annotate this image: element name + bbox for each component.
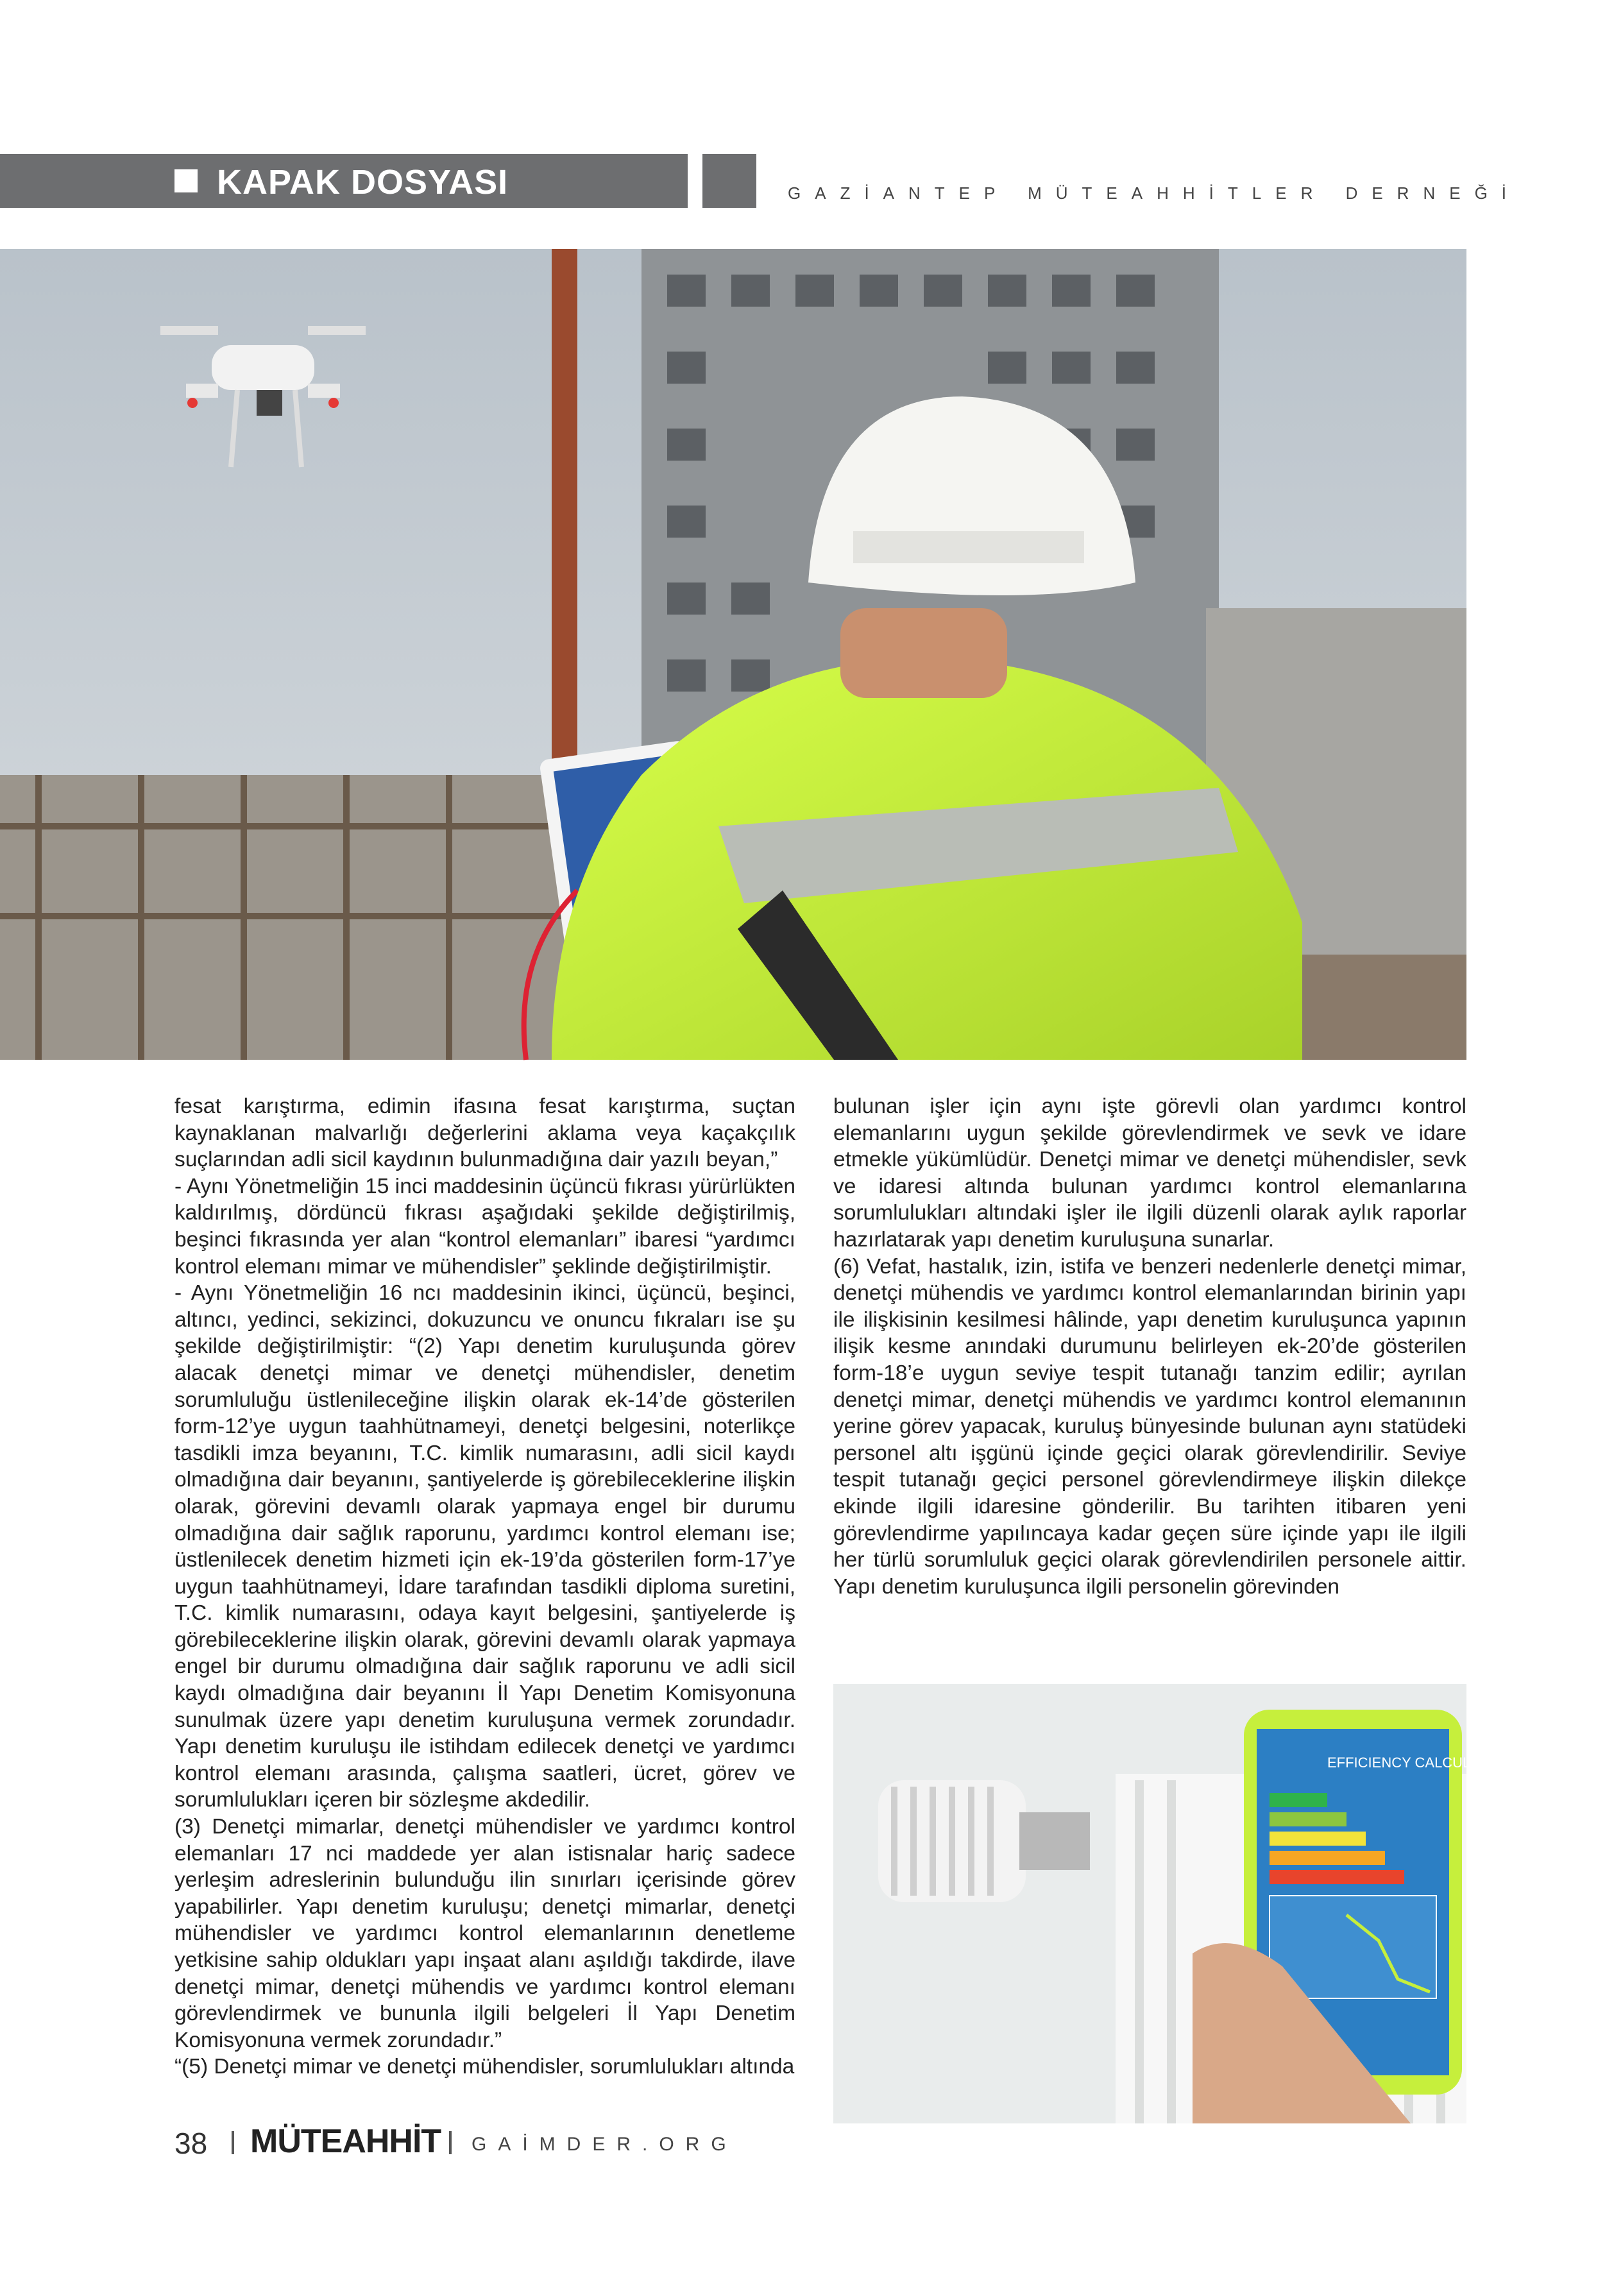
energy-app-phone-photo	[833, 1684, 1509, 2123]
footer-divider	[232, 2131, 234, 2154]
paragraph: “(5) Denetçi mimar ve denetçi mühendisler, sorumlulukları altında	[174, 2055, 795, 2079]
hero-photo	[0, 249, 1466, 1060]
phone-photo	[833, 1684, 1509, 2123]
page-number: 38	[174, 2127, 208, 2160]
footer-divider	[449, 2131, 452, 2154]
article-right-column	[833, 1093, 1466, 1600]
paragraph: - Aynı Yönetmeliğin 15 inci maddesinin üçüncü fıkrası yürürlükten kaldırılmış, dördüncü fıkrası aşağıdaki şekilde değiştirilmiş, beşinci fıkrasında yer alan “kontrol elemanları” ibaresi “yardımcı kontrol elemanı mimar ve mühendisler” şeklinde değiştirilmiştir.	[174, 1174, 795, 1279]
app-title: EFFICIENCY CALCULATOR	[1327, 1755, 1509, 1771]
paragraph: fesat karıştırma, edimin ifasına fesat karıştırma, suçtan kaynaklanan malvarlığı değerlerini aklama veya kaçakçılık suçlarından adli sicil kaydının bulunmadığına dair yazılı beyan,”	[174, 1094, 795, 1172]
paragraph: bulunan işler için aynı işte görevli olan yardımcı kontrol elemanlarını uygun şekilde görevlendirmek ve sevk ve idare etmekle yükümlüdür. Denetçi mimar ve denetçi mühendisler, sevk ve idaresi altında bulunan yardımcı kontrol elemanlarına sorumlulukları altındaki işler ile ilgili düzenli olarak aylık raporlar hazırlatarak yapı denetim kuruluşuna sunarlar.	[833, 1094, 1466, 1252]
section-title: KAPAK DOSYASI	[217, 163, 509, 201]
square-bullet-icon	[174, 169, 198, 192]
paragraph: (6) Vefat, hastalık, izin, istifa ve benzeri nedenlerle denetçi mimar, denetçi mühendis ve yardımcı kontrol elemanlarından birinin yapı ile ilişkisinin kesilmesi hâlinde, yapı denetim kuruluşunca yapının ilişik kesme anındaki durumunu belirleyen ek-20’de gösterilen form-18’e uygun seviye tespit tutanağı tanzim edilir; ayrılan denetçi mimar, denetçi mühendis ve yardımcı kontrol elemanının yerine görev yapacak, kuruluş bünyesinde bulunan aynı statüdeki personel altı işgünü içinde geçici olarak görevlendirilir. Seviye tespit tutanağı geçici personel görevlendirmeye ilişkin dilekçe ekinde ilgili idaresine gönderilir. Bu tarihten itibaren yeni görevlendirme yapılıncaya kadar geçen süre içinde yapı ile ilgili her türlü sorumluluk geçici olarak görevlendirilen personele aittir. Yapı denetim kuruluşunca ilgili personelin görevinden	[833, 1254, 1466, 1599]
magazine-logo: MÜTEAHHİT	[250, 2123, 441, 2160]
drone-construction-photo	[0, 249, 1466, 1060]
website-link[interactable]: GAİMDER.ORG	[471, 2134, 738, 2155]
header-accent-block	[702, 154, 756, 208]
organization-name: GAZİANTEP MÜTEAHHİTLER DERNEĞİ	[788, 183, 1521, 203]
paragraph: - Aynı Yönetmeliğin 16 ncı maddesinin ikinci, üçüncü, beşinci, altıncı, yedinci, sekizinci, dokuzuncu ve onuncu fıkraları ise şu şekilde değiştirilmiştir: “(2) Yapı denetim kuruluşunda görev alacak denetçi mimar ve denetçi mühendisler, denetim sorumluluğu üstlenileceğine ilişkin olarak ek-14’de gösterilen form-12’ye uygun taahhütnameyi, denetçi belgesini, noterlikçe tasdikli imza beyanını, T.C. kimlik numarasını, adli sicil kaydı olmadığına dair beyanını, şantiyelerde iş görebileceklerine ilişkin olarak, görevini devamlı olarak yapmaya engel bir durumu olmadığına dair sağlık raporunu, yardımcı kontrol elemanı ise; üstlenilecek denetim hizmeti için ek-19’da gösterilen form-17’ye uygun taahhütnameyi, İdare tarafından tasdikli diploma suretini, T.C. kimlik numarasını, odaya kayıt belgesini, şantiyelerde iş görebileceklerine ilişkin olarak, görevini devamlı olarak yapmaya engel bir durumu olmadığına dair sağlık raporunu ve adli sicil kaydı olmadığına dair beyanını İl Yapı Denetim Komisyonuna sunulmak üzere yapı denetim kuruluşuna vermek zorundadır. Yapı denetim kuruluşu ile istihdam edilecek denetçi ve yardımcı kontrol elemanı arasında, çalışma saatleri, ücret, görev ve sorumlulukları içeren bir sözleşme akdedilir.	[174, 1281, 795, 1812]
article-left-column	[174, 1093, 795, 2080]
paragraph: (3) Denetçi mimarlar, denetçi mühendisler ve yardımcı kontrol elemanları 17 nci maddede yer alan istisnalar hariç sadece yerleşim adreslerinin bulunduğu ilin sınırları içerisinde görev yapabilirler. Yapı denetim kuruluşu; denetçi mimarlar, denetçi mühendisler ve yardımcı kontrol elemanlarının denetleme yetkisine sahip oldukları yapı inşaat alanı aşıldığı takdirde, ilave denetçi mimar, denetçi mühendis ve yardımcı kontrol elemanı görevlendirmek ve bununla ilgili belgeleri İl Yapı Denetim Komisyonuna vermek zorundadır.”	[174, 1815, 795, 2052]
